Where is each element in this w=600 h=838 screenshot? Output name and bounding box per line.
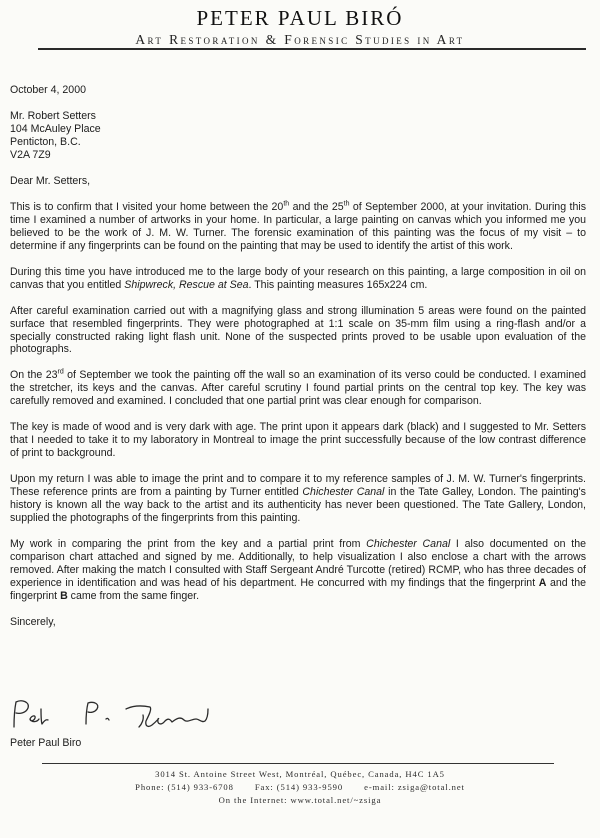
letterhead-rule: [38, 48, 586, 50]
footer-phone: Phone: (514) 933-6708: [135, 781, 234, 792]
footer-fax: Fax: (514) 933-9590: [254, 781, 344, 792]
painting-title: Chichester Canal: [302, 486, 385, 499]
paragraph-5: The key is made of wood and is very dark with age. The print upon it appears dark (black) and I suggested to Mr. Setters that I needed to take it to my laboratory in Montreal to image the print successfully because of the low contrast difference of print to background.: [10, 421, 586, 460]
letter-body: [10, 84, 586, 633]
footer: [0, 768, 600, 806]
footer-address: 3014 St. Antoine Street West, Montréal, Québec, Canada, H4C 1A5: [155, 769, 445, 779]
letterhead: [0, 6, 600, 48]
salutation: Dear Mr. Setters,: [10, 174, 91, 187]
handwritten-signature: [8, 697, 238, 733]
letterhead-name: PETER PAUL BIRÓ: [196, 6, 404, 30]
paragraph-7: My work in comparing the print from the key and a partial print from Chichester Canal I also documented on the comparison chart attached and signed by me. Additionally, to help visualization I also enclose a chart with the arrows removed. After making the match I consulted with Staff Sergeant André Turcotte (retired) RCMP, who has three decades of experience in identification and was head of his department. He concurred with my findings that the fingerprint A and the fingerprint B came from the same finger.: [10, 537, 586, 602]
footer-rule: [42, 763, 554, 764]
paragraph-1: This is to confirm that I visited your home between the 20th and the 25th of September 2000, at your invitation. During this time I examined a number of artworks in your home. In particular, a large painting on canvas which you informed me you believed to be the work of J. M. W. Turner. The forensic examination of this painting was the focus of my visit – to determine if any fingerprints can be found on the painting that may be used to identify the artist of this work.: [10, 200, 587, 252]
recipient-address: [10, 110, 586, 162]
paragraph-2: During this time you have introduced me to the large body of your research on this painting, a large composition in oil on canvas that you entitled Shipwreck, Rescue at Sea. This painting measures 165x224 cm.: [10, 265, 586, 291]
recipient-line: 104 McAuley Place: [10, 122, 101, 135]
recipient-line: V2A 7Z9: [10, 148, 51, 161]
recipient-line: Penticton, B.C.: [10, 135, 81, 148]
recipient-line: Mr. Robert Setters: [10, 109, 96, 122]
letterhead-subtitle: Art Restoration & Forensic Studies in Art: [135, 32, 465, 47]
signatory-name: Peter Paul Biro: [10, 737, 82, 749]
letter-date: October 4, 2000: [10, 84, 86, 96]
paragraph-4: On the 23rd of September we took the painting off the wall so an examination of its verso could be conducted. I examined the stretcher, its keys and the canvas. After careful scrutiny I found partial prints on the central top key. The key was carefully removed and examined. I concluded that one partial print was clear enough for comparison.: [10, 368, 586, 408]
footer-contacts: [0, 781, 600, 794]
paragraph-3: After careful examination carried out with a magnifying glass and strong illumination 5 areas were found on the painted surface that resembled fingerprints. They were photographed at 1:1 scale on 35-mm film using a ring-flash and/or a specially constructed raking light flash unit. None of the suspected prints proved to be usable upon evaluation of the photographs.: [10, 304, 586, 356]
closing: Sincerely,: [10, 615, 56, 628]
paragraph-6: Upon my return I was able to image the print and to compare it to my reference samples of J. M. W. Turner's fingerprints. These reference prints are from a painting by Turner entitled Chichester Canal in the Tate Galley, London. The painting's history is known all the way back to the artist and its authenticity has never been questioned. The Tate Gallery, London, supplied the photographs of the fingerprints from this painting.: [10, 473, 586, 525]
footer-email[interactable]: e-mail: zsiga@total.net: [364, 781, 465, 792]
painting-title: Chichester Canal: [366, 537, 451, 550]
footer-website[interactable]: On the Internet: www.total.net/~zsiga: [218, 794, 382, 805]
painting-title: Shipwreck, Rescue at Sea: [124, 278, 249, 291]
